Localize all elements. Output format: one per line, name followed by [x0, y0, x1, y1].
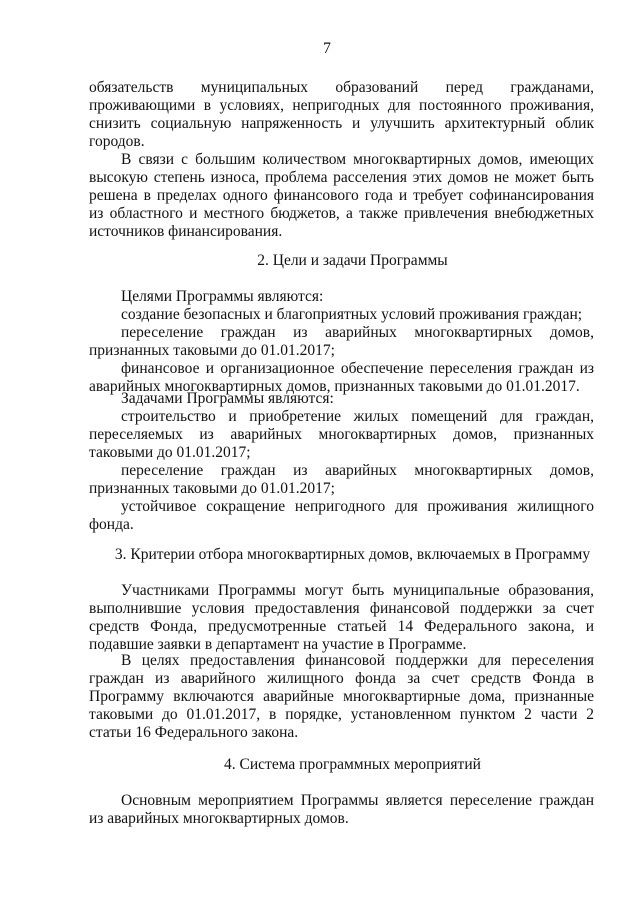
goal-item-1: создание безопасных и благоприятных условий проживания граждан;: [121, 306, 583, 323]
paragraph-participants: Участниками Программы могут быть муниципальные образования, выполнившие условия предоставления финансовой поддержки за счет средств Фонда, предусмотренные статьей 14 Федерального закона, и подавшие заявки в департамент на участие в Программе.: [89, 582, 594, 653]
heading-program-activities: 4. Система программных мероприятий: [224, 756, 481, 773]
goal-item-3: финансовое и организационное обеспечение переселения граждан из аварийных многоквартирных домов, признанных таковыми до 01.01.2017.: [89, 360, 594, 395]
tasks-intro: Задачами Программы являются:: [121, 390, 334, 407]
heading-goals-tasks: 2. Цели и задачи Программы: [257, 252, 448, 269]
goal-item-2: переселение граждан из аварийных многоквартирных домов, признанных таковыми до 01.01.2017;: [89, 324, 594, 359]
task-item-1: строительство и приобретение жилых помещений для граждан, переселяемых из аварийных многоквартирных домов, признанных таковыми до 01.01.2017;: [89, 408, 594, 461]
task-item-3: устойчивое сокращение непригодного для проживания жилищного фонда.: [89, 498, 594, 533]
task-item-2: переселение граждан из аварийных многоквартирных домов, признанных таковыми до 01.01.2017;: [89, 462, 594, 497]
paragraph-main-activity: Основным мероприятием Программы является переселение граждан из аварийных многоквартирных домов.: [89, 792, 594, 827]
goals-intro: Целями Программы являются:: [121, 288, 324, 305]
paragraph-obligations: обязательств муниципальных образований перед гражданами, проживающими в условиях, непригодных для постоянного проживания, снизить социальную напряженность и улучшить архитектурный облик городов.: [89, 79, 594, 150]
paragraph-funding: В связи с большим количеством многоквартирных домов, имеющих высокую степень износа, проблема расселения этих домов не может быть решена в пределах одного финансового года и требует софинансирования из областного и местного бюджетов, а также привлечения внебюджетных источников финансирования.: [89, 151, 594, 240]
paragraph-inclusion: В целях предоставления финансовой поддержки для переселения граждан из аварийного жилищного фонда за счет средств Фонда в Программу включаются аварийные многоквартирные дома, признанные таковыми до 01.01.2017, в порядке, установленном пунктом 2 части 2 статьи 16 Федерального закона.: [89, 652, 594, 741]
heading-selection-criteria: 3. Критерии отбора многоквартирных домов, включаемых в Программу: [114, 546, 591, 563]
page-number: 7: [323, 40, 331, 57]
